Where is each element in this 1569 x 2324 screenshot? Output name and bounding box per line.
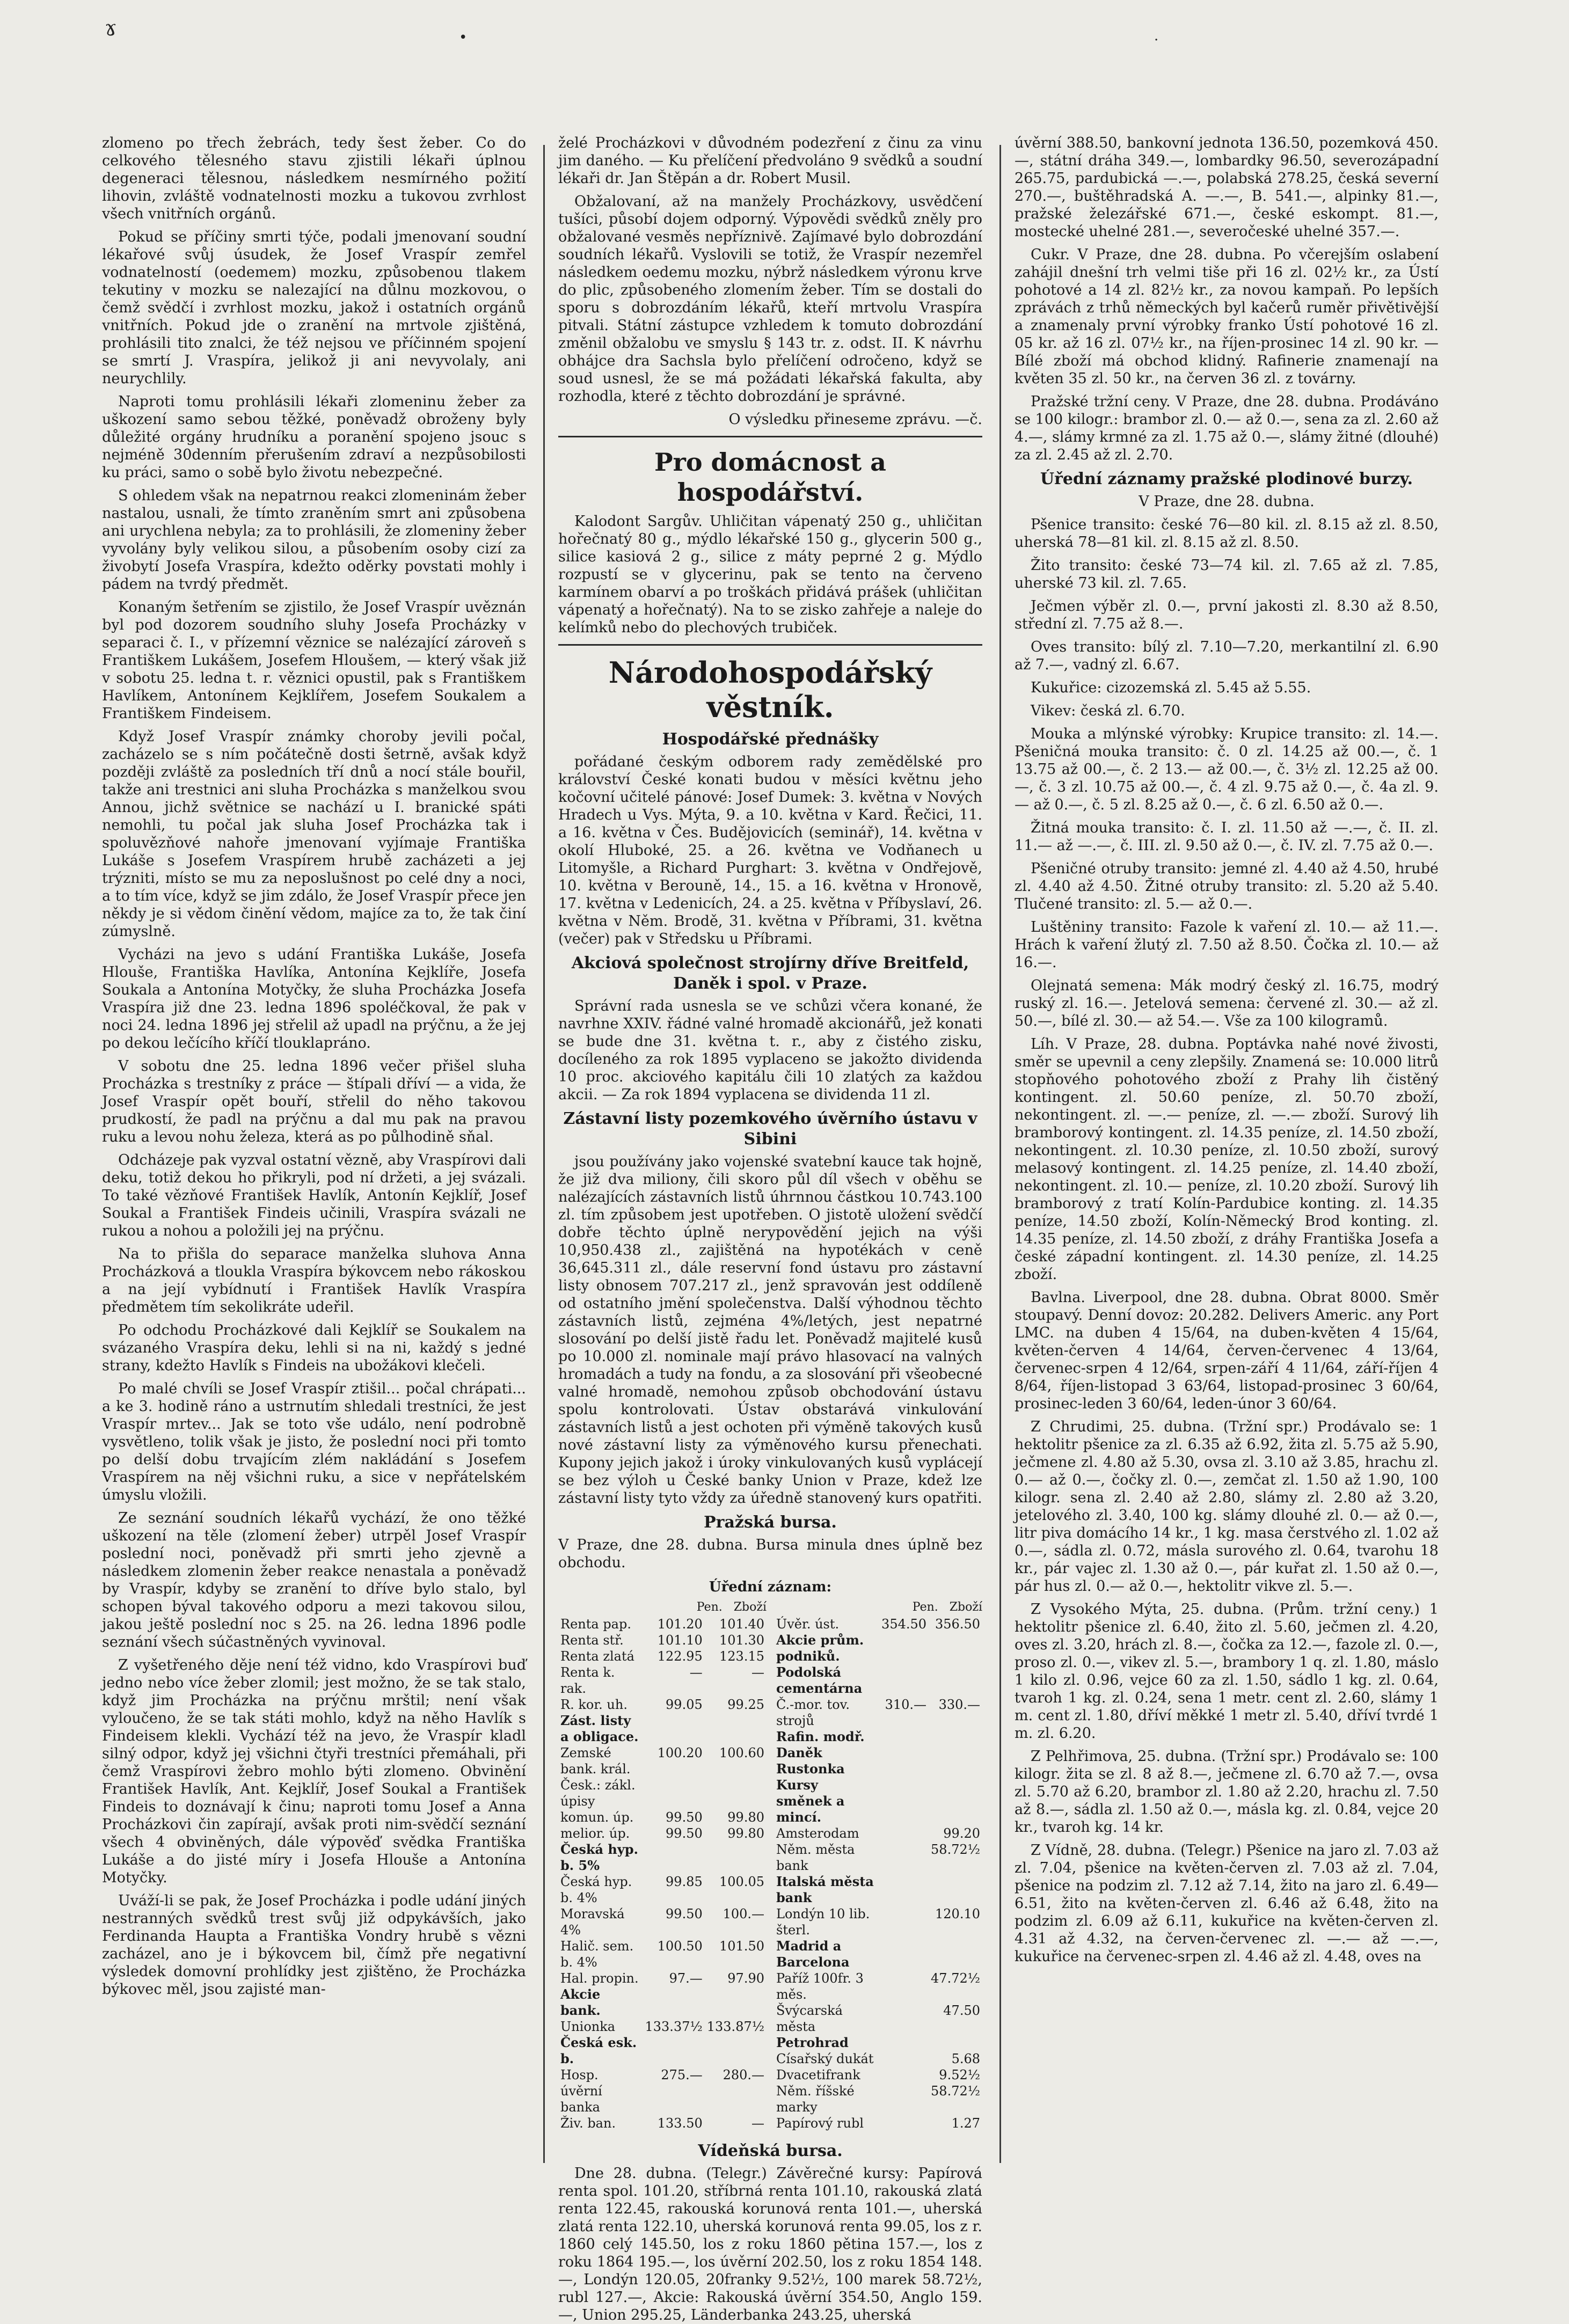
column-3 [1015, 134, 1439, 2174]
quote-row [774, 2003, 982, 2035]
quote-money: 101.20 [657, 1617, 703, 1632]
quote-row [558, 1632, 767, 1648]
quote-goods: 101.40 [719, 1617, 764, 1632]
quote-row [774, 2067, 982, 2083]
quote-row [558, 2115, 767, 2131]
column-rule [999, 145, 1001, 2163]
quote-money: — [689, 1665, 703, 1680]
quote-goods [705, 1713, 767, 1745]
paragraph: Vikev: česká zl. 6.70. [1031, 703, 1185, 719]
paragraph: Pšeničné otruby transito: jemné zl. 4.40 až 4.50, hrubé zl. 4.40 až 4.50. Žitné otruby transito: zl. 5.20 až 5.40. Tlučené transito: zl. 5.— až 0.—. [1015, 860, 1439, 912]
quote-row [558, 1938, 767, 1970]
paragraph: Pražské tržní ceny. V Praze, dne 28. dubna. Prodáváno se 100 kilogr.: brambor zl. 0.— až 0.—, sena za zl. 2.60 až 4.—, slámy krmné za zl. 1.75 až 0.—, slámy žitné (dlouhé) za zl. 2.45 až zl. 2.70. [1015, 393, 1439, 463]
quote-goods: 101.50 [719, 1939, 764, 1954]
paragraph: Kukuřice: cizozemská zl. 5.45 až 5.55. [1031, 679, 1311, 696]
quote-row [774, 1777, 982, 1825]
subheading-company: Akciová společnost strojírny dříve Breitfeld, Daněk i spol. v Praze. [571, 954, 969, 993]
quote-goods [929, 1777, 982, 1825]
quote-row [774, 2035, 982, 2051]
quotes-tables [558, 1601, 982, 2137]
quote-row [774, 1841, 982, 1874]
quote-name: Rafin. modř. [776, 1729, 865, 1744]
money-column-label: Pen. [696, 1601, 723, 1614]
paragraph: Odcházeje pak vyzval ostatní vězně, aby Vraspírovi dali deku, totiž dekou ho přikryli, pod ní držeti, a jej svázali. To také vězňové František Havlík, Antonín Kejklíř, Josef Soukal a František Findeis učinili, Vraspíra svázali ne rukou a nohou a položili jej na prýčnu. [102, 1152, 526, 1239]
quote-money: 97.— [669, 1971, 703, 1986]
column-rule [543, 145, 545, 2163]
quote-goods: 280.— [723, 2067, 764, 2082]
quote-row [558, 1874, 767, 1906]
quote-name: Petrohrad [776, 2035, 849, 2050]
quote-money: 99.05 [666, 1697, 703, 1712]
quote-money [879, 1745, 929, 1761]
quote-row [774, 1745, 982, 1761]
paragraph: Z Pelhřimova, 25. dubna. (Tržní spr.) Prodávalo se: 100 kilogr. žita se zl. 8 až 8.—, ječmene zl. 6.70 až 7.—, ovsa zl. 5.70 až 6.20, brambor zl. 1.80 až 2.20, hrachu zl. 7.50 až 8.—, sádla zl. 1.50 až 0.—, másla kg. zl. 0.84, vejce 20 kr., tvaroh kg. 14 kr. [1015, 1748, 1439, 1836]
quote-name: Císařský dukát [776, 2051, 874, 2066]
quote-name: melior. úp. [560, 1826, 630, 1841]
quote-name: Hal. propin. [560, 1971, 639, 1986]
section-heading-household: Pro domácnost a hospodářství. [654, 448, 886, 507]
quote-money [879, 1970, 929, 2003]
quote-money: 133.37½ [645, 2019, 703, 2034]
quote-name: Moravská 4% [560, 1906, 625, 1938]
paragraph: Žitná mouka transito: č. I. zl. 11.50 až —.—, č. II. zl. 11.— až —.—, č. III. zl. 9.50 až 0.—, č. IV. zl. 7.75 až 0.—. [1015, 820, 1439, 854]
quote-name: Paříž 100fr. 3 měs. [776, 1971, 864, 2002]
section-divider [558, 644, 982, 646]
quote-money [879, 1906, 929, 1938]
quote-name: Živ. ban. [560, 2116, 616, 2131]
paragraph: Ječmen výběr zl. 0.—, první jakosti zl. 8.30 až 8.50, střední zl. 7.75 až 8.—. [1015, 598, 1439, 632]
paragraph: Ze seznání soudních lékařů vychází, že ono těžké uškození na těle (zlomení žeber) utrpěl Josef Vraspír poslední noci, poněvadž při smrti jeho zjevně a následkem zlomenin žeber reakce nenastala a poněvadž by Vraspír, kdyby se zranění to dříve bylo stalo, byl schopen býval takového odporu a mezi takovou silou, jakou ještě poslední noc s 25. na 26. ledna 1896 podle seznání všech súčastněných vyvinoval. [102, 1510, 526, 1650]
quote-goods: 1.27 [951, 2116, 980, 2131]
paragraph: Z Vídně, 28. dubna. (Telegr.) Pšenice na jaro zl. 7.03 až zl. 7.04, pšenice na květen-červen zl. 7.03 až zl. 7.04, pšenice na podzim zl. 7.12 až 7.14, žito na jaro zl. 6.49—6.51, žito na květen-červen zl. 6.46 až 6.48, žito na podzim zl. 6.09 až 6.11, kukuřice na květen-červen zl. 4.31 až 4.32, na červen-červenec zl. —.— až —.—, kukuřice na červenec-srpen zl. 4.46 až zl. 4.48, oves na [1015, 1842, 1439, 1965]
quote-money [643, 1841, 705, 1874]
paragraph: Mouka a mlýnské výrobky: Krupice transito: zl. 14.—. Pšeničná mouka transito: č. 0 zl. 14.25 až 00.—, č. 1 13.75 až 00.—, č. 2 13.— až 00.—, č. 3½ zl. 12.25 až 00.—, č. 3 zl. 10.75 až 00.—, č. 4 zl. 9.75 až 0.—, č. 4a zl. 9.— až 0.—, č. 5 zl. 8.25 až 0.—, č. 6 zl. 6.50 až 0.—. [1015, 726, 1439, 813]
quote-row [558, 1906, 767, 1938]
paragraph: Když Josef Vraspír známky choroby jevili počal, zacházelo se s ním počátečně dosti šetrně, avšak když později zvláště za posledních tří dnů a nocí stále bouřil, takže ani trestnici ani sluha Procházka s manželkou svou Annou, jichž světnice se nachází u I. branické spáti nemohli, tu počal jak sluha Josef Procházka tak i spoluvězňové nahoře jmenovaní vyjímaje Františka Lukáše s Josefem Vraspírem hrubě zacházeti a jej trýzniti, místo se mu za neposlušnost po celé dny a noci, a to tím více, když se jim zdálo, že Josef Vraspír přece jen někdy je si vědom činění vědom, majíce za to, že tak činí zúmyslně. [102, 728, 526, 940]
paragraph: Luštěniny transito: Fazole k vaření zl. 10.— až 11.—. Hrách k vaření žlutý zl. 7.50 až 8.50. Čočka zl. 10.— až 16.—. [1015, 919, 1439, 971]
quote-goods: 47.72½ [931, 1971, 980, 1986]
quote-name: Renta pap. [560, 1617, 631, 1632]
quote-name: Madrid a Barcelona [776, 1938, 850, 1970]
money-column-label: Pen. [912, 1601, 938, 1614]
subheading-grain-exchange: Úřední záznamy pražské plodinové burzy. [1040, 470, 1413, 488]
quote-money: 354.50 [881, 1617, 927, 1632]
quote-row [558, 1841, 767, 1874]
quotes-right [774, 1601, 982, 2137]
quote-name: Něm. říšské marky [776, 2084, 855, 2115]
quote-row [558, 1970, 767, 1986]
paragraph: Žito transito: české 73—74 kil. zl. 7.65 až zl. 7.85, uherské 73 kil. zl. 7.65. [1015, 557, 1439, 591]
quote-money [879, 2003, 929, 2035]
quotes-table-left [558, 1616, 767, 2131]
quote-goods [929, 1938, 982, 1970]
quote-row [774, 1697, 982, 1729]
quote-name: Úvěr. úst. [776, 1617, 840, 1632]
column-1 [102, 134, 526, 2174]
quote-goods [705, 1986, 767, 2019]
quote-money [643, 2035, 705, 2067]
goods-column-label: Zboží [949, 1601, 982, 1614]
quote-goods [929, 2035, 982, 2051]
quote-name: Renta stř. [560, 1633, 624, 1648]
paragraph: Líh. V Praze, 28. dubna. Poptávka nahé nové živosti, směr se upevnil a ceny zlepšily. Znamená se: 10.000 litrů stopňového pohotového zboží z Prahy lih čistěný kontingent. zl. 50.60 peníze, zl. 50.70 zboží, nekontingent. zl. —.— peníze, zl. —.— zboží. Surový lih bramborový kontingent. zl. 14.35 peníze, zl. 14.50 zboží, nekontingent. zl. 10.30 peníze, zl. 10.50 zboží, surový melasový kontingent. zl. 14.25 peníze, zl. 14.40 zboží, nekontingent. zl. 10.— peníze, zl. 10.20 zboží. Surový lih bramborový z tratí Kolín-Pardubice konting. zl. 14.35 peníze, 14.50 zboží, Kolín-Německý Brod konting. zl. 14.35 peníze, zl. 14.50 zboží, z dráhy Františka Josefa a české západní kontingent. zl. 14.30 peníze, zl. 14.25 zboží. [1015, 1036, 1439, 1283]
quote-goods: 100.— [723, 1906, 764, 1921]
quote-name: Londýn 10 lib. šterl. [776, 1906, 870, 1938]
paragraph: S ohledem však na nepatrnou reakci zlomeninám žeber nastalou, usnali, že tímto zraněním smrt ani způsobena ani urychlena nebyla; za to prohlásili, že zlomeniny žeber vyvolány byly velikou silou, a působením osoby cizí za živobytí Josefa Vraspíra, kdežto oděrky povstati mohly i pádem na tvrdý předmět. [102, 487, 526, 593]
quote-row [558, 1745, 767, 1809]
quote-name: Něm. města bank [776, 1842, 855, 1873]
quote-goods [705, 2035, 767, 2067]
quote-goods: 120.10 [935, 1906, 980, 1921]
paragraph: Oves transito: bílý zl. 7.10—7.20, merkantilní zl. 6.90 až 7.—, vadný zl. 6.67. [1015, 639, 1439, 673]
paragraph: Olejnatá semena: Mák modrý český zl. 16.75, modrý ruský zl. 16.—. Jetelová semena: červené zl. 30.— až zl. 50.—, bílé zl. 30.— až 54.—. Vše za 100 kilogramů. [1015, 977, 1439, 1029]
paragraph: Po malé chvíli se Josef Vraspír ztišil... počal chrápati... a ke 3. hodině ráno a ustrnutím shledali trestníci, že jest Vraspír mrtev... Jak se toto vše událo, není podrobně vysvětleno, tolik však je jisto, že poslední noci při tomto po delší dobu trvajícím zlém nakládání s Josefem Vraspírem na něj všichni ruku, a sice v nepřátelském úmyslu vložili. [102, 1380, 526, 1503]
paragraph: Dne 28. dubna. (Telegr.) Závěrečné kursy: Papírová renta spol. 101.20, stříbrná renta 101.10, rakouská zlatá renta 122.45, rakouská korunová renta 101.—, uherská zlatá renta 122.10, uherská korunová renta 99.05, los z r. 1860 celý 145.50, los z roku 1860 pětina 157.—, los z roku 1864 195.—, los úvěrní 202.50, los z roku 1854 148.—, Londýn 120.05, 20franky 9.52½, 100 marek 58.72½, rubl 127.—, Akcie: Rakouská úvěrní 354.50, Anglo 159.—, Union 295.25, Länderbanka 243.25, uherská [558, 2165, 982, 2323]
quote-name: Dvacetifrank [776, 2067, 860, 2082]
quote-name: Rustonka [776, 1761, 845, 1777]
quote-name: Č.-mor. tov. strojů [776, 1697, 850, 1728]
quote-goods: — [751, 2116, 764, 2131]
paragraph: Z Vysokého Mýta, 25. dubna. (Prům. tržní ceny.) 1 hektolitr pšenice zl. 6.40, žito zl. 5.60, ječmen zl. 4.20, oves zl. 3.20, hrách zl. 8.—, čočka za 12.—, fazole zl. 0.—, proso zl. 0.—, vikev zl. 5.—, brambory 1 q. zl. 1.80, máslo 1 kilo zl. 0.96, vejce 60 za zl. 1.50, sádlo 1 kg. zl. 0.64, tvaroh 1 kg. zl. 0.24, sena 1 metr. cent zl. 2.60, slámy 1 m. cent zl. 1.80, dříví měkké 1 metr zl. 5.40, dříví tvrdé 1 m. zl. 6.20. [1015, 1601, 1439, 1742]
quote-row [558, 1648, 767, 1664]
quote-goods [705, 1841, 767, 1874]
paragraph: V Praze, dne 28. dubna. Bursa minula dnes úplně bez obchodu. [558, 1537, 982, 1571]
quote-goods: 330.— [938, 1697, 980, 1712]
paragraph: želé Procházkovi v důvodném podezření z činu za vinu jim daného. — Ku přelíčení předvoláno 9 svědků a soudní lékaři dr. Jan Štěpán a dr. Robert Musil. [558, 135, 982, 187]
quote-goods: 99.25 [727, 1697, 764, 1712]
quote-money [879, 2115, 929, 2131]
quote-goods: 100.60 [719, 1745, 764, 1760]
quote-row [774, 2083, 982, 2115]
quote-money [879, 1729, 929, 1745]
quote-money [879, 1761, 929, 1777]
quote-row [558, 1809, 767, 1825]
quote-money [879, 1664, 929, 1697]
quote-goods: 97.90 [727, 1971, 764, 1986]
quote-name: Hosp. úvěrní banka [560, 2067, 602, 2115]
quote-money: 99.50 [666, 1826, 703, 1841]
quote-money [643, 1713, 705, 1745]
quote-money [879, 2083, 929, 2115]
corner-mark-right: · [1154, 32, 1159, 48]
quote-goods: 99.80 [727, 1826, 764, 1841]
quote-row [558, 2035, 767, 2067]
quote-goods [929, 1729, 982, 1745]
paragraph: Bavlna. Liverpool, dne 28. dubna. Obrat 8000. Směr stoupavý. Denní dovoz: 20.282. Delivers Americ. any Port LMC. na duben 4 15/64, na duben-květen 4 15/64, květen-červen 4 14/64, červen-červenec 4 13/64, červenec-srpen 4 12/64, srpen-září 4 11/64, září-říjen 4 8/64, říjen-listopad 3 63/64, listopad-prosinec 3 60/64, prosinec-leden 3 60/64, leden-únor 3 60/64. [1015, 1289, 1439, 1412]
paragraph: Kalodont Sargův. Uhličitan vápenatý 250 g., uhličitan hořečnatý 80 g., mýdlo lékařské 150 g., glycerin 500 g., silice kasiová 2 g., silice z máty peprné 2 g. Mýdlo rozpustí se v glycerinu, pak se tento na červeno karmínem obarví a po troškách přidává prášek (uhličitan vápenatý a hořečnatý). Na to se zisko zahřeje a naleje do kelímků nebo do plechových trubiček. [558, 513, 982, 636]
quote-name: komun. úp. [560, 1810, 634, 1825]
paragraph: Na to přišla do separace manželka sluhova Anna Procházková a tloukla Vraspíra býkovcem nebo rákoskou a na její vybídnutí i František Havlík Vraspíra předmětem tím sekolikráte udeřil. [102, 1246, 526, 1316]
quote-goods [929, 1632, 982, 1664]
quote-goods [929, 1874, 982, 1906]
quote-goods [929, 1745, 982, 1761]
quote-row [558, 1697, 767, 1713]
quotes-left [558, 1601, 767, 2137]
quote-goods: 47.50 [943, 2003, 980, 2018]
quote-goods: — [751, 1665, 764, 1680]
quote-money: 99.50 [666, 1906, 703, 1921]
quote-row [774, 1616, 982, 1632]
quote-name: Česká hyp. b. 4% [560, 1874, 632, 1905]
quote-goods: 356.50 [935, 1617, 980, 1632]
corner-mark-mid: • [459, 30, 468, 46]
quote-name: Renta zlatá [560, 1649, 634, 1664]
quote-goods: 58.72½ [931, 2084, 980, 2099]
quote-row [774, 1664, 982, 1697]
official-record-title: Úřední záznam: [709, 1579, 832, 1595]
paragraph: Z vyšetřeného děje není též vidno, kdo Vraspírovi buď jedno nebo více žeber zlomil; jest možno, že se tak stalo, když jim Procházka na prýčnu mrštil; není však vyloučeno, že se tak státi mohlo, když na něho Havlík s Findeisem klekli. Vychází též na jevo, že Vraspír kladl silný odpor, když jej všichni čtyři trestníci přemáhali, při čemž Vraspírovi žebro mohlo býti zlomeno. Obvinění František Havlík, Ant. Kejklíř, Josef Soukal a František Findeis to doznávají k činu; naproti tomu Josef a Anna Procházkovi čin zapírají, avšak proti nim-svědčí seznání všech 4 obviněných, dále výpověď svědka Františka Lukáše a do jisté míry i Josefa Hlouše a Antonína Motyčky. [102, 1657, 526, 1886]
paragraph: Konaným šetřením se zjistilo, že Josef Vraspír uvěznán byl pod dozorem soudního sluhy Josefa Procházky v separaci č. I., v přízemní věznice se nalézající zároveň s Františkem Lukášem, Josefem Hloušem, — který však již v sobotu 25. ledna t. r. věznici opustil, pak s Františkem Havlíkem, Antonínem Kejklířem, Josefem Soukalem a Františkem Findeisem. [102, 599, 526, 722]
paragraph: V sobotu dne 25. ledna 1896 večer přišel sluha Procházka s trestníky z práce — štípali dříví — a vida, že Josef Vraspír opět bouří, střelil do něho takovou prudkostí, že padl na prýčnu a dal mu pak na pravou ruku a levou nohu železa, která as po půlhodině sňal. [102, 1058, 526, 1145]
column-2 [558, 134, 982, 2323]
quotes-header [774, 1601, 982, 1614]
quote-name: Akcie bank. [560, 1986, 601, 2018]
quote-row [774, 1874, 982, 1906]
quotes-header [558, 1601, 767, 1614]
quote-name: Halič. sem. b. 4% [560, 1939, 634, 1970]
quote-name: Zemské bank. král. Česk.: zákl. úpisy [560, 1745, 636, 1809]
paragraph: Vycházi na jevo s udání Františka Lukáše, Josefa Hlouše, Františka Havlíka, Antonína Kejklíře, Josefa Soukala a Antonína Motyčky, že sluha Procházka Josefa Vraspíra již dne 23. ledna 1896 spoléčkoval, že pak v noci 24. ledna 1896 jej střelil až upadl na prýčnu, a že jej po dekou lečícího kříčí tlouklapráno. [102, 946, 526, 1051]
section-divider [558, 436, 982, 437]
quote-money: 310.— [885, 1697, 927, 1712]
quote-row [774, 2051, 982, 2067]
quote-name: Amsterodam [776, 1826, 859, 1841]
quote-money [879, 1938, 929, 1970]
quote-money: 133.50 [657, 2116, 703, 2131]
quote-money: 122.95 [657, 1649, 703, 1664]
quote-row [774, 1970, 982, 2003]
quote-row [774, 1938, 982, 1970]
quote-money [879, 2051, 929, 2067]
quote-money [879, 2035, 929, 2051]
quote-row [774, 1761, 982, 1777]
quote-row [558, 2019, 767, 2035]
paragraph: Cukr. V Praze, dne 28. dubna. Po včerejším oslabení zahájil dnešní trh velmi tiše při 16 zl. 02½ kr., za Ústí pohotové a 14 zl. 82½ kr., za novou kampaň. Po lepších zprávách z trhů německých byl kačerů ruměr přivětivější a znamenaly první výrobky franko Ústí pohotové 16 zl. 05 kr. až 16 zl. 07½ kr., na říjen-prosinec 14 zl. 90 kr. — Bílé zboží má obchod klidný. Rafinerie znamenají na květen 35 zl. 50 kr., na červen 36 zl. z továrny. [1015, 246, 1439, 387]
paragraph: Uváží-li se pak, že Josef Procházka i podle udání jiných nestranných svědků trest svůj již odpykávších, jako Ferdinanda Haupta a Františka Vondry hrubě s vězni zacházel, ano je i býkovcem bil, čímž pře negativní výsledek domovní prohlídky jest zjištěno, že Procházka býkovec měl, jsou zajisté man- [102, 1892, 526, 1998]
quote-row [558, 1664, 767, 1697]
quote-goods: 99.20 [943, 1826, 980, 1841]
quote-name: R. kor. uh. [560, 1697, 627, 1712]
quote-row [774, 2115, 982, 2131]
quote-name: Kursy směnek a mincí. [776, 1777, 845, 1825]
quote-name: Daněk [776, 1745, 822, 1760]
quote-goods [929, 1761, 982, 1777]
subheading-pledge-letters: Zástavní listy pozemkového úvěrního ústavu v Sibini [563, 1109, 977, 1149]
quote-money: 101.10 [657, 1633, 703, 1648]
quote-row [774, 1825, 982, 1841]
quotes-table-right [774, 1616, 982, 2131]
quote-name: Podolská cementárna [776, 1664, 863, 1696]
quote-name: Česká hyp. b. 5% [560, 1841, 638, 1873]
quote-money: 99.85 [666, 1874, 703, 1889]
quote-goods: 100.05 [719, 1874, 764, 1889]
quote-name: Papírový rubl [776, 2116, 864, 2131]
quote-name: Renta k. rak. [560, 1665, 615, 1696]
quote-name: Akcie prům. podniků. [776, 1632, 864, 1664]
quote-goods: 123.15 [719, 1649, 764, 1664]
quote-money [879, 1874, 929, 1906]
paragraph: Pšenice transito: české 76—80 kil. zl. 8.15 až zl. 8.50, uherská 78—81 kil. zl. 8.15 až zl. 8.50. [1015, 516, 1439, 551]
paragraph: Naproti tomu prohlásili lékaři zlomeninu žeber za uškození samo sebou těžké, poněvadž obroženy byly důležité orgány hrudníku a poranění spojeno jsouc s nejméně 30denním přerušením zdraví a nezpůsobilosti ku práci, samo o sobě bylo životu nebezpečné. [102, 393, 526, 481]
subheading-lectures: Hospodářské přednášky [662, 730, 879, 749]
goods-column-label: Zboží [733, 1601, 767, 1614]
quote-money: 99.50 [666, 1810, 703, 1825]
quote-money [879, 1777, 929, 1825]
subheading-prague-bourse: Pražská bursa. [704, 1513, 837, 1532]
paragraph: Správní rada usnesla se ve schůzi včera konané, že navrhne XXIV. řádné valné hromadě akcionářů, jež konati se bude dne 31. května t. r., aby z čistého zisku, docíleného za rok 1895 vyplaceno se jakožto dividenda 10 proc. akciového kapitálu čili 10 zlatých za každou akcii. — Za rok 1894 vyplacena se dividenda 11 zl. [558, 998, 982, 1103]
quote-goods: 133.87½ [706, 2019, 764, 2034]
paragraph: úvěrní 388.50, bankovní jednota 136.50, pozemková 450.—, státní dráha 349.—, lombardky 96.50, severozápadní 265.75, pardubická —.—, polabská 278.25, česká severní 270.—, buštěhradská A. —.—, B. 541.—, alpinky 81.—, pražské železářské 671.—, české eskompt. 81.—, mostecké uhelné 281.—, severočeské uhelné 357.—. [1015, 135, 1439, 240]
quote-goods [929, 1664, 982, 1697]
quote-row [558, 1616, 767, 1632]
quote-money [879, 1632, 929, 1664]
quote-row [774, 1906, 982, 1938]
paragraph: zlomeno po třech žebrách, tedy šest žeber. Co do celkového tělesného stavu zjistili lékaři úplnou degeneraci tělesnou, následkem nesmírného požití lihovin, zvláště vodnatelnosti mozku a tukovou zvrhlost všech vnitřních orgánů. [102, 135, 526, 222]
quote-money: 100.50 [657, 1939, 703, 1954]
quote-money: 275.— [661, 2067, 703, 2082]
quote-name: Švýcarská města [776, 2003, 843, 2034]
corner-mark-left: ɤ [105, 16, 117, 41]
quote-goods: 9.52½ [939, 2067, 980, 2082]
quote-name: Unionka [560, 2019, 616, 2034]
quote-row [558, 1986, 767, 2019]
paragraph: Pokud se příčiny smrti týče, podali jmenovaní soudní lékařové svůj úsudek, že Josef Vraspír zemřel vodnatelností (oedemem) mozku, způsobenou tlakem tekutiny v mozku se nalezající na důlnu mozkovou, o čemž svědčí i zvrhlost mozku, jakož i ostatních orgánů vnitřních. Pokud jde o zranění na mrtvole zjištěná, prohlásili tito znalci, že též nejsou ve příčinném spojení se smrtí J. Vraspíra, jelikož ji ani nevyvolaly, ani neurychlily. [102, 229, 526, 387]
quote-money [879, 2067, 929, 2083]
quote-row [558, 2067, 767, 2115]
quote-goods: 58.72½ [931, 1842, 980, 1857]
quote-money [879, 1825, 929, 1841]
section-heading-economy: Národohospodářský věstník. [608, 655, 932, 724]
quote-money [643, 1986, 705, 2019]
paragraph: Obžalovaní, až na manžely Procházkovy, usvědčení tušíci, působí dojem odporný. Výpovědi svědků zněly pro obžalované vesměs nepříznivě. Zajímavé bylo dobrozdání soudních lékařů. Vyslovili se totiž, že Vraspír nezemřel následkem oedemu mozku, nýbrž následkem výronu krve do plic, způsobeného zlomením žeber. Tím se dostali do sporu s dobrozdáním lékařů, kteří mrtvolu Vraspíra pitvali. Státní zástupce vzhledem k tomuto dobrozdání změnil obžalobu ve smyslu § 143 tr. z. odst. II. K návrhu obhájce dra Sachsla bylo přelíčení odročeno, když se soud usnesl, že se má požádati lékařská fakulta, aby rozhodla, které z těchto dobrozdání je správné. [558, 193, 982, 405]
quote-money: 100.20 [657, 1745, 703, 1760]
paragraph: Z Chrudimi, 25. dubna. (Tržní spr.) Prodávalo se: 1 hektolitr pšenice za zl. 6.35 až 6.92, žita zl. 5.75 až 5.90, ječmene zl. 4.80 až 5.30, ovsa zl. 3.10 až 3.85, hrachu zl. 0.— až 0.—, čočky zl. 0.—, zemčat zl. 1.50 až 1.90, 100 kilogr. sena zl. 2.40 až 2.80, slámy zl. 2.80 až 3.20, jetelového zl. 3.40, 100 kg. slámy dlouhé zl. 0.— až 0.—, litr piva domácího 14 kr., 1 kg. masa čerstvého zl. 1.02 až 0.—, sádla zl. 0.72, másla surového zl. 0.64, tvarohu 18 kr., pár vajec zl. 1.30 až 0.—, pár kuřat zl. 1.50 až 0.—, pár hus zl. 0.— až 0.—, hektolitr vikve zl. 5.—. [1015, 1419, 1439, 1595]
paragraph: V Praze, dne 28. dubna. [1139, 493, 1315, 510]
quote-goods: 99.80 [727, 1810, 764, 1825]
quote-row [558, 1713, 767, 1745]
newspaper-page [102, 134, 1465, 2323]
paragraph: pořádané českým odborem rady zemědělské pro království České konati budou v měsíci květnu jeho kočovní učitelé pánové: Josef Dumek: 3. května v Nových Hradech u Vys. Mýta, 9. a 10. května v Kard. Řečici, 11. a 16. května v Čes. Budějovicích (seminář), 14. května v okolí Hluboké, 25. a 26. května ve Vodňanech u Litomyšle, a Richard Purghart: 3. května v Ondřejově, 10. května v Berouně, 14., 15. a 16. května v Hronově, 17. května v Ledenicích, 24. a 25. května v Příbyslaví, 26. května v Něm. Brodě, 31. května v Příbrami, 31. května (večer) pak v Středsku u Příbrami. [558, 754, 982, 947]
quote-name: Italská města bank [776, 1874, 874, 1905]
quote-goods: 5.68 [951, 2051, 980, 2066]
quote-row [774, 1632, 982, 1664]
subheading-vienna-bourse: Vídeňská bursa. [698, 2142, 843, 2160]
quote-name: Zást. listy a obligace. [560, 1713, 639, 1744]
quote-money [879, 1841, 929, 1874]
quote-goods: 101.30 [719, 1633, 764, 1648]
quote-name: Česká esk. b. [560, 2035, 637, 2066]
quote-row [558, 1825, 767, 1841]
paragraph: jsou používány jako vojenské svatební kauce tak hojně, že již dva miliony, čili skoro půl díl všech v oběhu se nalézajících zástavních listů úhrnnou částkou 10.743.100 zl. tím způsobem jest upotřeben. O jistotě uložení svědčí dobře těchto úplně nerypovědění jejich na výši 10,950.438 zl., zajištěná na hypotékách v ceně 36,645.311 zl., dále reservní fond ústavu pro zástavní listy obnosem 707.217 zl., jenž spravován jest oddíleně od ostatního jmění společenstva. Další výhodnou těchto zástavních listů, zejména 4%/letých, jest nepatrné slosování po delší jistě řadu let. Poněvadž majitelé kusů po 10.000 zl. nominale mají právo hlasovací na valných hromadách a tudy na fondu, a za slosování při všeobecné valné hromadě, nemohou způsob obchodování ústavu spolu kontrolovati. Ústav obstarává vinkulování zástavních listů a jest ochoten při výměně takových kusů nové zástavní listy za výměnového kursu přenechati. Kupony jejich jakož i úroky vinkulovaných kusů vyplácejí se bez výloh u České banky Union v Praze, kdež lze zástavní listy tyto vždy za úředně stanovený kurs opatřiti. [558, 1153, 982, 1507]
quote-row [774, 1729, 982, 1745]
paragraph: Po odchodu Procházkové dali Kejklíř se Soukalem na svázaného Vraspíra deku, lehli si na ni, každý s jedné strany, kdežto Havlík s Findeis na ubožákovi klečeli. [102, 1322, 526, 1374]
paragraph: O výsledku přineseme zprávu. —č. [728, 411, 982, 428]
